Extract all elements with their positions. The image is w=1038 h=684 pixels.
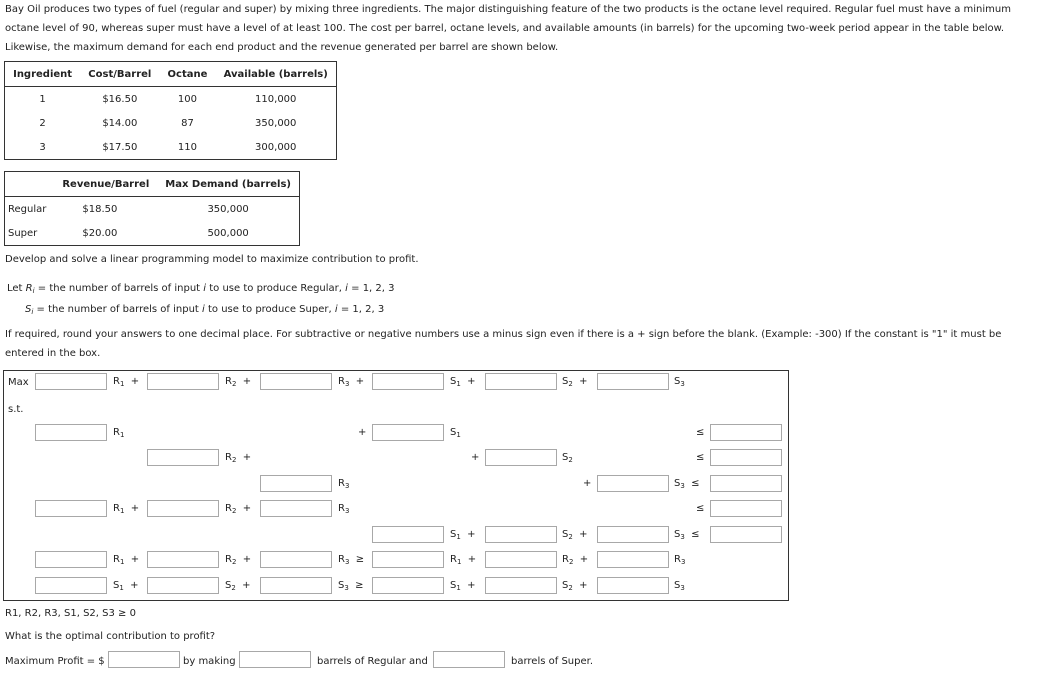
constraint-4-coef-1-input[interactable] xyxy=(147,500,219,517)
objective-coef-r2-input[interactable] xyxy=(147,373,219,390)
ingredients-table xyxy=(4,61,337,160)
by-making-label: by making xyxy=(183,656,236,667)
constraint-6-term-3: $R_1$ + xyxy=(450,554,477,566)
constraint-6-coef-0-input[interactable] xyxy=(35,551,107,568)
plus-sign: + xyxy=(583,478,592,489)
constraint-7-coef-1-input[interactable] xyxy=(147,577,219,594)
index-range: = 1, 2, 3 xyxy=(340,304,385,315)
constraint-6-term-1: $R_2$ + xyxy=(225,554,252,566)
constraint-7-term-4: $S_2$ + xyxy=(562,580,588,592)
objective-term-r2: $R_2$ + xyxy=(225,376,252,388)
cell: $14.00 xyxy=(102,117,138,129)
constraint-7-term-0: $S_1$ + xyxy=(113,580,139,592)
let-s-line: $S_i$ = the number of barrels of input i to use to produce Super, i = 1, 2, 3 xyxy=(25,304,385,316)
cell: 100 xyxy=(177,93,197,105)
constraint-2-operator: ≤ xyxy=(696,452,705,463)
constraint-7-coef-4-input[interactable] xyxy=(485,577,557,594)
constraint-6-coef-2-input[interactable] xyxy=(260,551,332,568)
constraint-7-coef-3-input[interactable] xyxy=(372,577,444,594)
cell: $16.50 xyxy=(102,93,138,105)
objective-coef-r3-input[interactable] xyxy=(260,373,332,390)
cell: 87 xyxy=(181,117,194,129)
cell: 2 xyxy=(39,117,46,129)
constraint-7-term-3: $S_1$ + xyxy=(450,580,476,592)
develop-text: Develop and solve a linear programming model to maximize contribution to profit. xyxy=(5,254,419,265)
constraint-6-coef-3-input[interactable] xyxy=(372,551,444,568)
cell: 1 xyxy=(39,93,46,105)
let-r-tail: to use to produce Regular, xyxy=(209,283,342,294)
constraint-5-term-3: $S_1$ + xyxy=(450,529,476,541)
index-range: = 1, 2, 3 xyxy=(351,283,395,294)
constraint-5-rhs-input[interactable] xyxy=(710,526,782,543)
cell: 500,000 xyxy=(207,227,249,239)
constraint-4-term-1: $R_2$ + xyxy=(225,503,252,515)
rounding-note: If required, round your answers to one decimal place. For subtractive or negative numbers use a minus sign even if there is a + sign before the blank. (Example: -300) If the constant is "1" it must be entered in the box. xyxy=(5,329,1002,359)
cell: 350,000 xyxy=(255,117,297,129)
constraint-6-coef-5-input[interactable] xyxy=(597,551,669,568)
constraint-1-rhs-input[interactable] xyxy=(710,424,782,441)
regular-barrels-input[interactable] xyxy=(239,651,311,668)
max-label: Max xyxy=(8,377,29,388)
constraint-6-term-0: $R_1$ + xyxy=(113,554,140,566)
constraint-3-term-5: $S_3$ ≤ xyxy=(674,478,700,490)
barrels-super-label: barrels of Super. xyxy=(511,656,593,667)
cell: $18.50 xyxy=(82,203,118,215)
col-blank xyxy=(5,172,55,197)
constraint-6-term-4: $R_2$ + xyxy=(562,554,589,566)
constraint-4-term-2: $R_3$ xyxy=(338,503,350,515)
cell: 110 xyxy=(177,141,197,153)
objective-term-s2: $S_2$ + xyxy=(562,376,588,388)
col-ingredient: Ingredient xyxy=(5,62,81,87)
constraint-7-coef-5-input[interactable] xyxy=(597,577,669,594)
nonnegativity: R1, R2, R3, S1, S2, S3 ≥ 0 xyxy=(5,608,136,619)
cell: Regular xyxy=(8,203,47,215)
col-available: Available (barrels) xyxy=(215,62,336,87)
objective-term-r3: $R_3$ + xyxy=(338,376,365,388)
products-table xyxy=(4,171,300,246)
cell: $20.00 xyxy=(82,227,118,239)
constraint-1-coef-0-input[interactable] xyxy=(35,424,107,441)
constraint-2-term-4: $S_2$ xyxy=(562,452,573,464)
let-r-line: Let $R_i$ = the number of barrels of input i to use to produce Regular, i = 1, 2, 3 xyxy=(7,283,395,295)
col-octane: Octane xyxy=(159,62,215,87)
constraint-5-coef-3-input[interactable] xyxy=(372,526,444,543)
objective-coef-s1-input[interactable] xyxy=(372,373,444,390)
constraint-5-term-4: $S_2$ + xyxy=(562,529,588,541)
constraint-6-coef-4-input[interactable] xyxy=(485,551,557,568)
cell: 3 xyxy=(39,141,46,153)
constraint-1-operator: ≤ xyxy=(696,427,705,438)
constraint-2-rhs-input[interactable] xyxy=(710,449,782,466)
question-text: What is the optimal contribution to profit? xyxy=(5,631,216,642)
let-r-text: the number of barrels of input xyxy=(49,283,201,294)
constraint-2-term-1: $R_2$ + xyxy=(225,452,252,464)
barrels-regular-label: barrels of Regular and xyxy=(317,656,428,667)
constraint-3-term-2: $R_3$ xyxy=(338,478,350,490)
col-max-demand: Max Demand (barrels) xyxy=(157,172,299,197)
objective-coef-s3-input[interactable] xyxy=(597,373,669,390)
constraint-5-coef-4-input[interactable] xyxy=(485,526,557,543)
objective-coef-s2-input[interactable] xyxy=(485,373,557,390)
table-row xyxy=(5,197,300,222)
table-row xyxy=(5,87,337,112)
constraint-4-term-0: $R_1$ + xyxy=(113,503,140,515)
let-s-text: the number of barrels of input xyxy=(48,304,199,315)
constraint-1-term-0: $R_1$ xyxy=(113,427,125,439)
constraint-7-term-5: $S_3$ xyxy=(674,580,685,592)
problem-intro: Bay Oil produces two types of fuel (regular and super) by mixing three ingredients. The major distinguishing feature of the two products is the octane level required. Regular fuel must have a minimum octane level of 90, whereas super must have a level of at least 100. The cost per barrel, octane levels, and available amounts (in barrels) for the upcoming two-week period appear in the table below. Likewise, the maximum demand for each end product and the revenue generated per barrel are shown below. xyxy=(5,4,1011,53)
constraint-5-term-5: $S_3$ ≤ xyxy=(674,529,700,541)
constraint-1-term-3: $S_1$ xyxy=(450,427,461,439)
plus-sign: + xyxy=(471,452,480,463)
constraint-7-term-2: $S_3$ ≥ xyxy=(338,580,364,592)
constraint-6-term-2: $R_3$ ≥ xyxy=(338,554,365,566)
max-profit-label: Maximum Profit = $ xyxy=(5,656,105,667)
constraint-3-coef-5-input[interactable] xyxy=(597,475,669,492)
constraint-3-rhs-input[interactable] xyxy=(710,475,782,492)
constraint-4-operator: ≤ xyxy=(696,503,705,514)
table-row xyxy=(5,221,300,246)
table-row xyxy=(5,135,337,160)
objective-term-r1: $R_1$ + xyxy=(113,376,140,388)
let-s-tail: to use to produce Super, xyxy=(208,304,332,315)
constraint-7-coef-2-input[interactable] xyxy=(260,577,332,594)
constraint-7-coef-0-input[interactable] xyxy=(35,577,107,594)
constraint-6-coef-1-input[interactable] xyxy=(147,551,219,568)
cell: Super xyxy=(8,227,38,239)
cell: 350,000 xyxy=(207,203,249,215)
constraint-4-coef-2-input[interactable] xyxy=(260,500,332,517)
products-header-row xyxy=(5,172,300,197)
constraint-7-term-1: $S_2$ + xyxy=(225,580,251,592)
constraint-2-coef-4-input[interactable] xyxy=(485,449,557,466)
cell: 110,000 xyxy=(255,93,297,105)
constraint-4-rhs-input[interactable] xyxy=(710,500,782,517)
plus-sign: + xyxy=(358,427,367,438)
constraint-6-term-5: $R_3$ xyxy=(674,554,686,566)
cell: 300,000 xyxy=(255,141,297,153)
constraint-4-coef-0-input[interactable] xyxy=(35,500,107,517)
st-label: s.t. xyxy=(8,404,24,415)
cell: $17.50 xyxy=(102,141,138,153)
ingredients-header-row xyxy=(5,62,337,87)
objective-coef-r1-input[interactable] xyxy=(35,373,107,390)
table-row xyxy=(5,111,337,135)
constraint-5-coef-5-input[interactable] xyxy=(597,526,669,543)
max-profit-input[interactable] xyxy=(108,651,180,668)
objective-term-s1: $S_1$ + xyxy=(450,376,476,388)
super-barrels-input[interactable] xyxy=(433,651,505,668)
constraint-3-coef-2-input[interactable] xyxy=(260,475,332,492)
objective-term-s3: $S_3$ xyxy=(674,376,685,388)
constraint-1-coef-3-input[interactable] xyxy=(372,424,444,441)
col-cost: Cost/Barrel xyxy=(80,62,159,87)
col-revenue: Revenue/Barrel xyxy=(54,172,157,197)
constraint-2-coef-1-input[interactable] xyxy=(147,449,219,466)
